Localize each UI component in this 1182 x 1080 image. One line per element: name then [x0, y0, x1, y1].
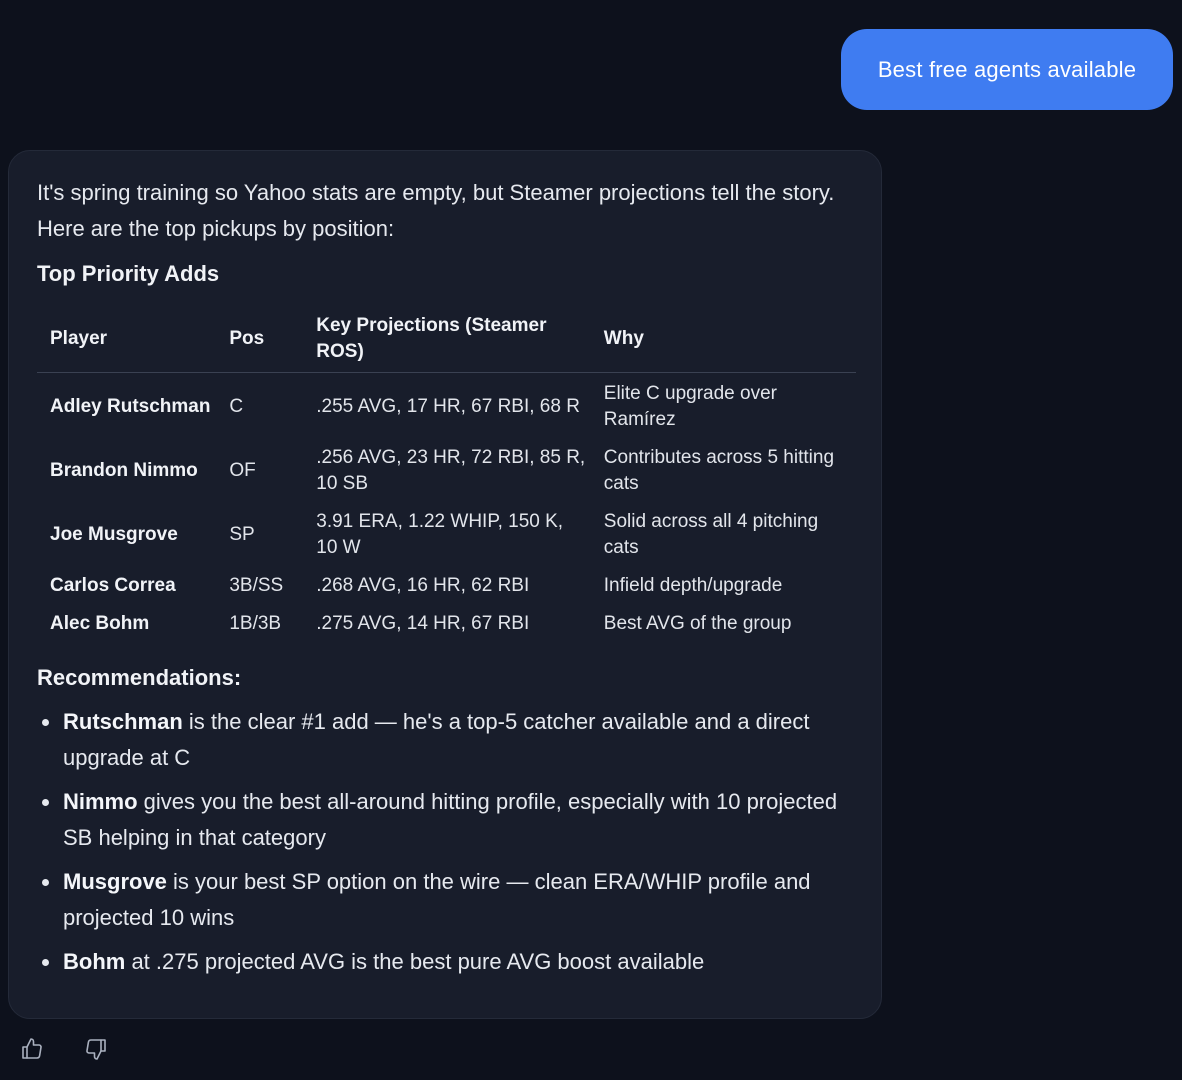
table-row: [37, 503, 856, 567]
thumbs-down-button[interactable]: [84, 1036, 108, 1062]
cell-why: Contributes across 5 hitting cats: [603, 447, 835, 494]
table-header-row: [37, 313, 856, 373]
cell-projections: .275 AVG, 14 HR, 67 RBI: [316, 613, 530, 634]
free-agents-table: [37, 313, 856, 643]
list-item: [37, 704, 854, 776]
rec-player-name: Nimmo: [63, 789, 138, 814]
bullet-icon: [42, 799, 49, 806]
list-item: [37, 784, 854, 856]
cell-why: Elite C upgrade over Ramírez: [603, 383, 777, 430]
assistant-intro-text: It's spring training so Yahoo stats are empty, but Steamer projections tell the story. Here are the top pickups by position:: [37, 180, 835, 241]
cell-pos: C: [229, 396, 244, 417]
rec-player-name: Musgrove: [63, 869, 167, 894]
cell-player: Adley Rutschman: [50, 396, 211, 417]
thumbs-up-icon: [20, 1037, 44, 1061]
cell-projections: 3.91 ERA, 1.22 WHIP, 150 K, 10 W: [316, 511, 564, 558]
table-row: [37, 439, 856, 503]
table-row: [37, 605, 856, 643]
cell-projections: .255 AVG, 17 HR, 67 RBI, 68 R: [316, 396, 580, 417]
table-heading: Top Priority Adds: [37, 261, 220, 286]
rec-text: gives you the best all-around hitting profile, especially with 10 projected SB helping in that category: [63, 789, 838, 850]
bullet-icon: [42, 959, 49, 966]
list-item: [37, 944, 854, 980]
cell-pos: 3B/SS: [229, 575, 284, 596]
rec-player-name: Rutschman: [63, 709, 183, 734]
cell-why: Infield depth/upgrade: [603, 575, 783, 596]
cell-why: Solid across all 4 pitching cats: [603, 511, 819, 558]
rec-text: at .275 projected AVG is the best pure AVG boost available: [125, 949, 705, 974]
bullet-icon: [42, 879, 49, 886]
bullet-icon: [42, 719, 49, 726]
cell-projections: .268 AVG, 16 HR, 62 RBI: [316, 575, 530, 596]
recommendations-list: [37, 704, 854, 980]
cell-player: Joe Musgrove: [50, 524, 178, 545]
list-item: [37, 864, 854, 936]
feedback-bar: [20, 1036, 108, 1062]
user-message-bubble: [841, 29, 1173, 110]
recommendations-heading: Recommendations:: [37, 665, 242, 690]
thumbs-up-button[interactable]: [20, 1036, 44, 1062]
header-player: Player: [37, 313, 228, 373]
assistant-message-card: [8, 150, 882, 1019]
cell-player: Carlos Correa: [50, 575, 176, 596]
rec-text: is the clear #1 add — he's a top-5 catcher available and a direct upgrade at C: [63, 709, 810, 770]
rec-player-name: Bohm: [63, 949, 126, 974]
cell-player: Brandon Nimmo: [50, 460, 198, 481]
table-row: [37, 567, 856, 605]
cell-pos: SP: [229, 524, 255, 545]
user-message-text: Best free agents available: [877, 56, 1137, 82]
header-projections: Key Projections (Steamer ROS): [312, 313, 600, 373]
cell-player: Alec Bohm: [50, 613, 150, 634]
cell-projections: .256 AVG, 23 HR, 72 RBI, 85 R, 10 SB: [316, 447, 586, 494]
cell-why: Best AVG of the group: [603, 613, 792, 634]
cell-pos: 1B/3B: [229, 613, 282, 634]
header-why: Why: [600, 313, 856, 373]
table-row: [37, 373, 856, 440]
cell-pos: OF: [229, 460, 256, 481]
thumbs-down-icon: [84, 1037, 108, 1061]
rec-text: is your best SP option on the wire — clean ERA/WHIP profile and projected 10 wins: [63, 869, 811, 930]
header-pos: Pos: [228, 313, 312, 373]
